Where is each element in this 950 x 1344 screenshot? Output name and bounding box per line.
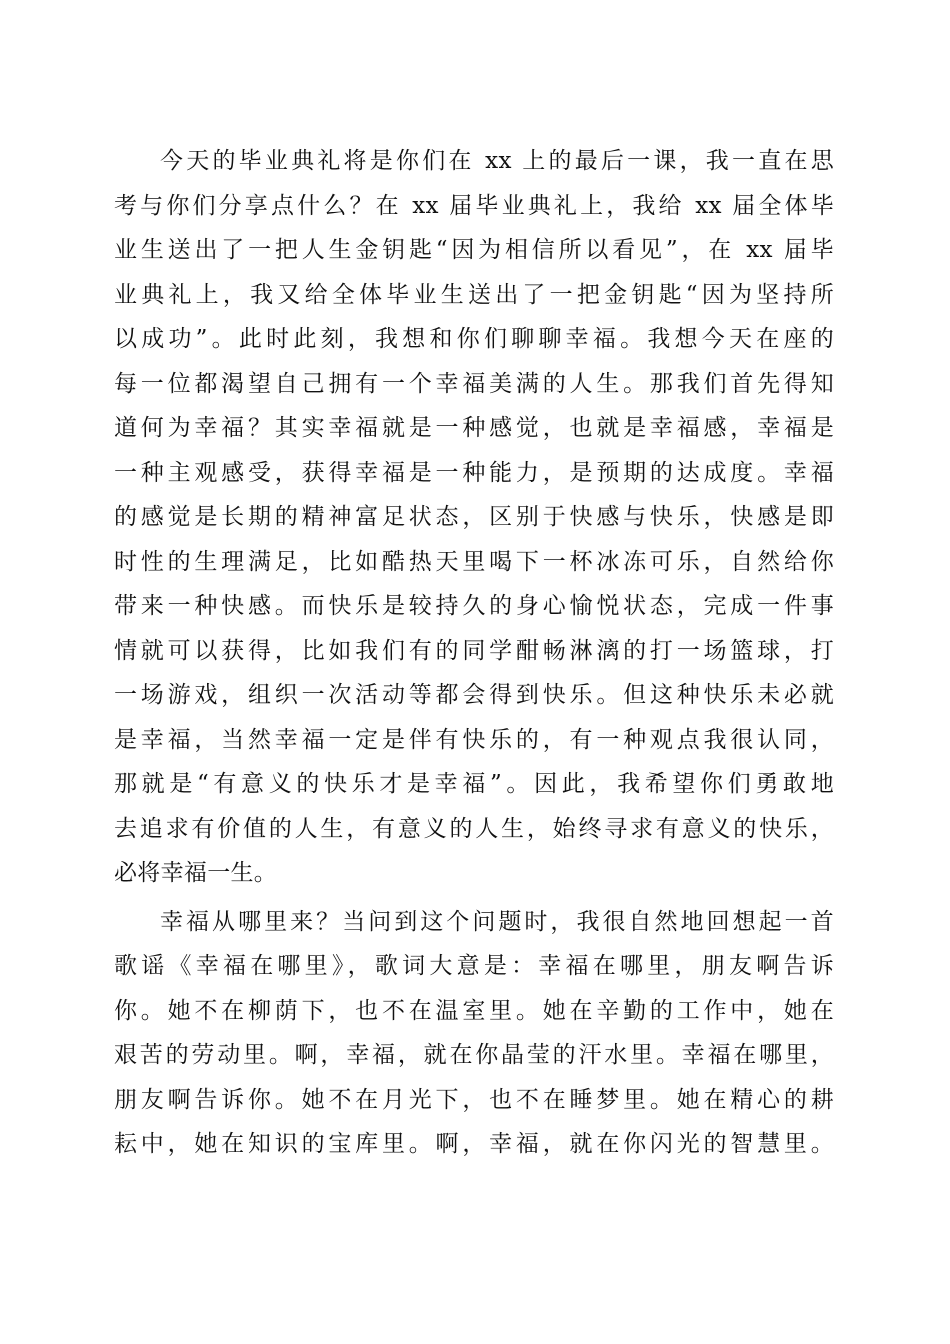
text-line: 的感觉是长期的精神富足状态，区别于快感与快乐，快感是即 bbox=[114, 504, 834, 530]
text-line: 带来一种快感。而快乐是较持久的身心愉悦状态，完成一件事 bbox=[114, 593, 834, 619]
text-line: 你。她不在柳荫下，也不在温室里。她在辛勤的工作中，她在 bbox=[114, 997, 834, 1024]
text-line: 考与你们分享点什么？在 xx 届毕业典礼上，我给 xx 届全体毕 bbox=[114, 192, 834, 219]
text-line: 今天的毕业典礼将是你们在 xx 上的最后一课，我一直在思 bbox=[160, 148, 834, 174]
text-line: 耘中，她在知识的宝库里。啊，幸福，就在你闪光的智慧里。 bbox=[114, 1131, 834, 1157]
document-body bbox=[114, 139, 834, 1167]
text-line: 一种主观感受，获得幸福是一种能力，是预期的达成度。幸福 bbox=[114, 459, 834, 486]
text-line: 一场游戏，组织一次活动等都会得到快乐。但这种快乐未必就 bbox=[114, 682, 834, 708]
text-line: 是幸福，当然幸福一定是伴有快乐的，有一种观点我很认同， bbox=[114, 726, 834, 753]
text-line: 每一位都渴望自己拥有一个幸福美满的人生。那我们首先得知 bbox=[114, 370, 834, 397]
paragraph-2 bbox=[114, 900, 834, 1167]
text-line: 那就是“有意义的快乐才是幸福”。因此，我希望你们勇敢地 bbox=[114, 771, 834, 797]
text-line: 去追求有价值的人生，有意义的人生，始终寻求有意义的快乐， bbox=[114, 815, 834, 842]
text-line: 必将幸福一生。 bbox=[114, 860, 278, 886]
text-line: 以成功”。此时此刻，我想和你们聊聊幸福。我想今天在座的 bbox=[114, 326, 834, 352]
text-line: 业生送出了一把人生金钥匙“因为相信所以看见”，在 xx 届毕 bbox=[114, 237, 834, 263]
text-line: 歌谣《幸福在哪里》，歌词大意是：幸福在哪里，朋友啊告诉 bbox=[114, 953, 834, 979]
text-line: 时性的生理满足，比如酷热天里喝下一杯冰冻可乐，自然给你 bbox=[114, 548, 834, 575]
text-line: 朋友啊告诉你。她不在月光下，也不在睡梦里。她在精心的耕 bbox=[114, 1086, 834, 1113]
paragraph-1 bbox=[114, 139, 834, 896]
text-line: 情就可以获得，比如我们有的同学酣畅淋漓的打一场篮球，打 bbox=[114, 637, 834, 664]
text-line: 艰苦的劳动里。啊，幸福，就在你晶莹的汗水里。幸福在哪里， bbox=[114, 1042, 834, 1068]
text-line: 幸福从哪里来？当问到这个问题时，我很自然地回想起一首 bbox=[160, 908, 834, 935]
text-line: 业典礼上，我又给全体毕业生送出了一把金钥匙“因为坚持所 bbox=[114, 281, 834, 308]
text-line: 道何为幸福？其实幸福就是一种感觉，也就是幸福感，幸福是 bbox=[114, 415, 834, 441]
